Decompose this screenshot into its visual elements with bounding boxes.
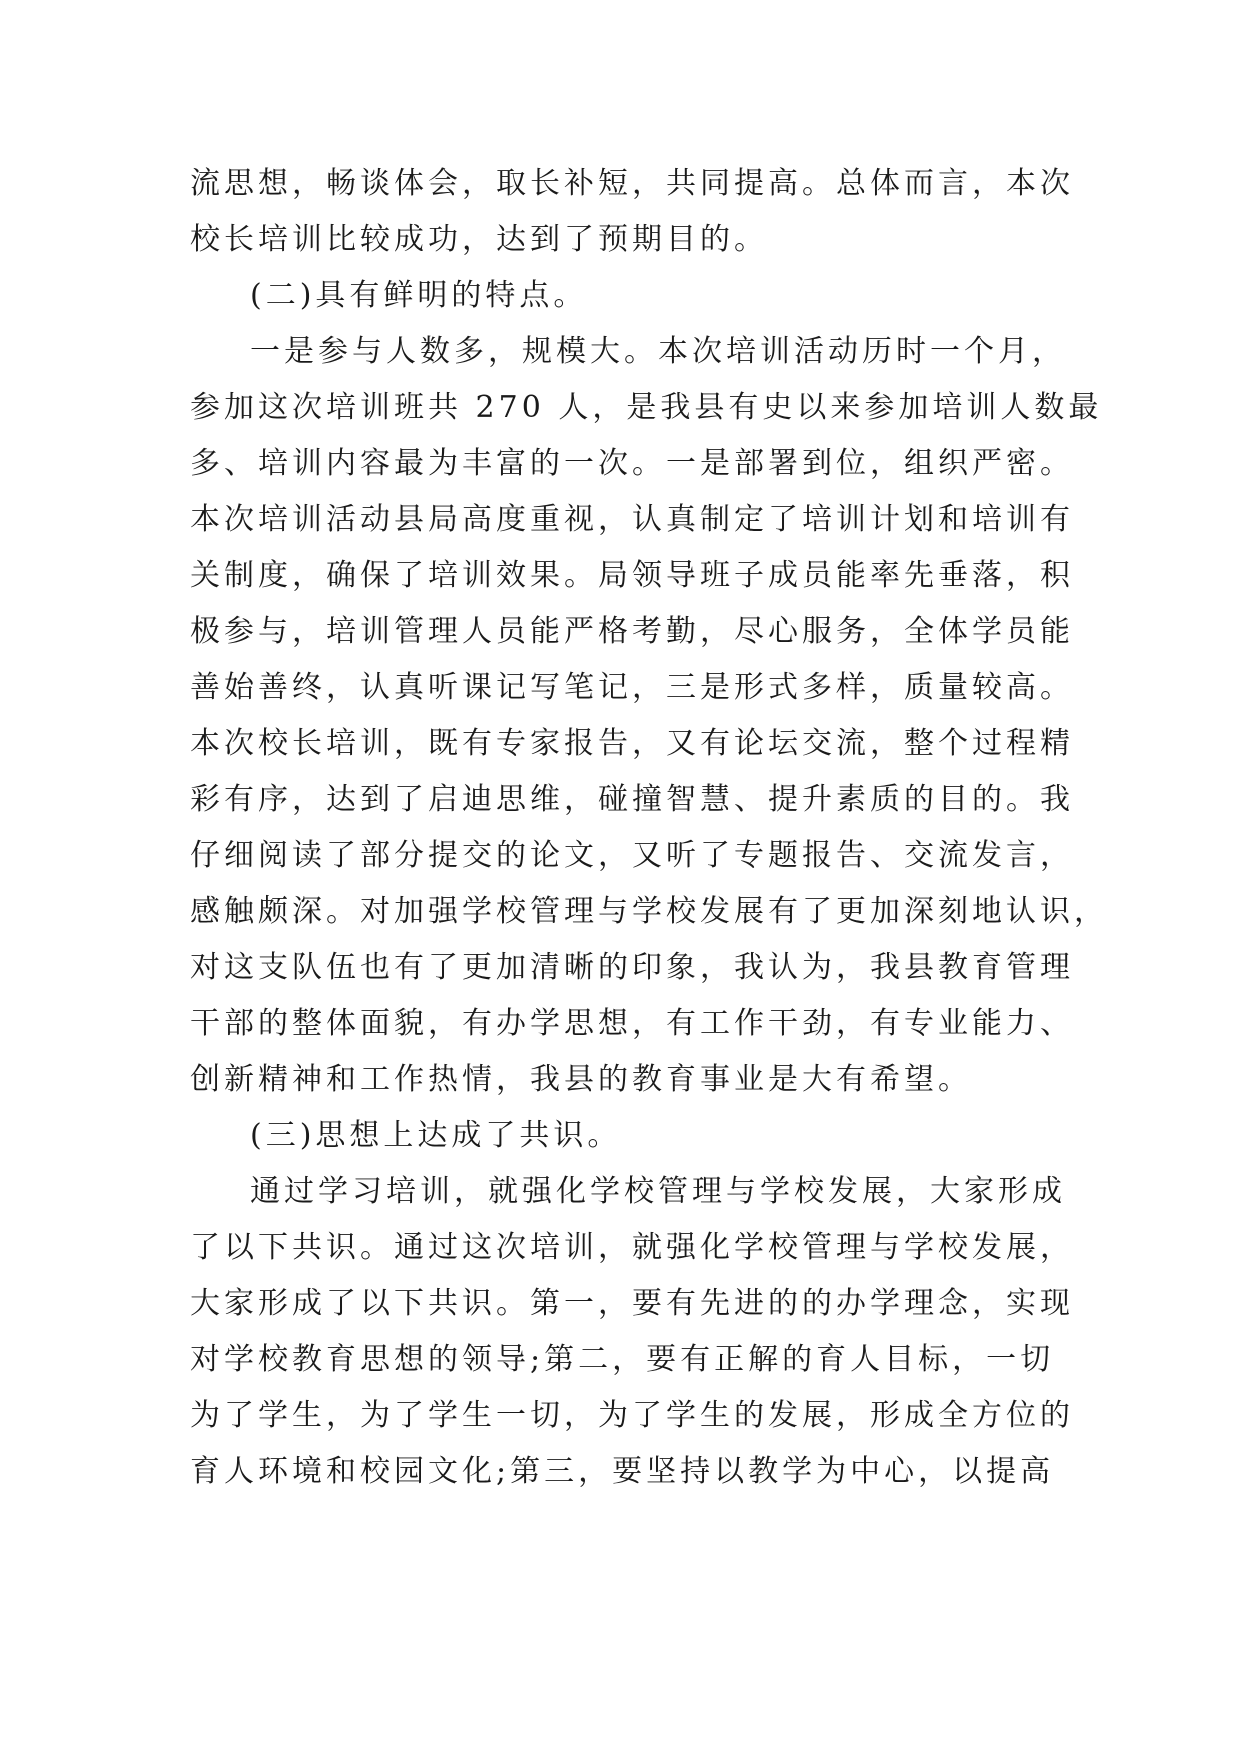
heading-text: (三)思想上达成了共识。 [250, 1118, 622, 1153]
section-heading-2 [190, 268, 1052, 324]
text-line: 对这支队伍也有了更加清晰的印象，我认为，我县教育管理 [190, 950, 1074, 985]
section-heading-3 [190, 1108, 1052, 1164]
heading-text: (二)具有鲜明的特点。 [250, 278, 588, 313]
text-line: 彩有序，达到了启迪思维，碰撞智慧、提升素质的目的。我 [190, 782, 1074, 817]
text-line: 通过学习培训，就强化学校管理与学校发展，大家形成 [250, 1174, 1066, 1209]
paragraph-continuation [190, 156, 1074, 268]
text-line: 校长培训比较成功，达到了预期目的。 [190, 222, 768, 257]
text-line: 本次校长培训，既有专家报告，又有论坛交流，整个过程精 [190, 726, 1074, 761]
text-line: 对学校教育思想的领导;第二，要有正解的育人目标，一切 [190, 1342, 1055, 1377]
paragraph-consensus [190, 1164, 1074, 1500]
text-line: 感触颇深。对加强学校管理与学校发展有了更加深刻地认识， [190, 894, 1108, 929]
text-line: 育人环境和校园文化;第三，要坚持以教学为中心，以提高 [190, 1454, 1055, 1489]
document-body [190, 156, 1108, 1500]
text-line: 多、培训内容最为丰富的一次。一是部署到位，组织严密。 [190, 446, 1074, 481]
text-line: 大家形成了以下共识。第一，要有先进的的办学理念，实现 [190, 1286, 1074, 1321]
text-line: 善始善终，认真听课记写笔记，三是形式多样，质量较高。 [190, 670, 1074, 705]
text-line: 创新精神和工作热情，我县的教育事业是大有希望。 [190, 1062, 972, 1097]
paragraph-features [190, 324, 1108, 1108]
text-line: 一是参与人数多，规模大。本次培训活动历时一个月， [250, 334, 1066, 369]
text-line: 了以下共识。通过这次培训，就强化学校管理与学校发展， [190, 1230, 1074, 1265]
text-line: 干部的整体面貌，有办学思想，有工作干劲，有专业能力、 [190, 1006, 1074, 1041]
text-line: 流思想，畅谈体会，取长补短，共同提高。总体而言，本次 [190, 166, 1074, 201]
text-line: 为了学生，为了学生一切，为了学生的发展，形成全方位的 [190, 1398, 1074, 1433]
text-line: 极参与，培训管理人员能严格考勤，尽心服务，全体学员能 [190, 614, 1074, 649]
text-line: 仔细阅读了部分提交的论文，又听了专题报告、交流发言， [190, 838, 1074, 873]
text-line: 参加这次培训班共 270 人，是我县有史以来参加培训人数最 [190, 390, 1103, 425]
text-line: 关制度，确保了培训效果。局领导班子成员能率先垂落，积 [190, 558, 1074, 593]
text-line: 本次培训活动县局高度重视，认真制定了培训计划和培训有 [190, 502, 1074, 537]
